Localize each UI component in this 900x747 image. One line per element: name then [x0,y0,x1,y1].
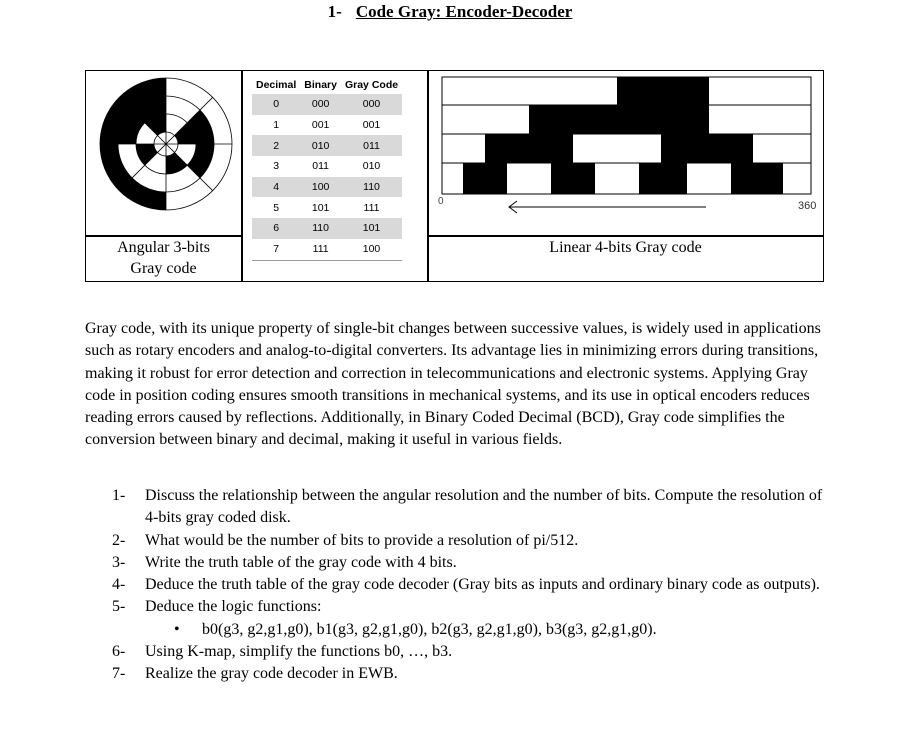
table-cell: 001 [362,119,381,132]
angular-caption-line2: Gray code [130,260,197,277]
table-cell: 011 [341,135,402,156]
intro-paragraph: Gray code, with its unique property of single-bit changes between successive values, is widely used in applications such as rotary encoders and analog-to-digital converters. Its advantage lies in minimizing errors during transitions, making it robust for error detection and correction in telecommunications and electronic systems. Applying Gray code in position coding ensures smooth transitions in mechanical systems, and its use in optical encoders reduces reading errors caused by reflections. Additionally, in Binary Coded Decimal (BCD), Gray code simplifies the conversion between binary and decimal, making it useful in various fields. [85,320,821,449]
table-cell: 111 [363,201,380,214]
table-row [252,156,402,177]
table-cell: 000 [341,94,402,115]
list-item [112,641,824,663]
table-cell: 111 [300,239,341,260]
item-number: 4- [112,576,126,594]
axis-start-label: 0 [438,196,444,207]
page-title [0,2,900,22]
title-number: 1- [327,2,342,21]
item-text: Using K-map, simplify the functions b0, …, b3. [145,643,453,661]
item-text: Deduce the logic functions: [145,598,322,616]
header-binary: Binary [304,78,337,91]
table-cell: 011 [312,160,329,173]
item-text: What would be the number of bits to provide a resolution of pi/512. [145,531,579,549]
list-item [112,574,824,596]
angular-gray-code-disk [96,74,236,214]
table-cell: 100 [341,239,402,260]
table-cell: 110 [300,218,341,239]
table-header-row [252,75,402,94]
linear-gray-code-strip [441,76,813,216]
item-number: 7- [112,665,126,683]
item-text: Deduce the truth table of the gray code decoder (Gray bits as inputs and ordinary binary code as outputs). [145,576,820,594]
table-cell: 6 [252,218,300,239]
bullet-item [112,619,824,641]
item-number: 3- [112,553,126,571]
table-row [252,197,402,218]
item-text: Write the truth table of the gray code with 4 bits. [145,553,457,571]
bullet-text: b0(g3, g2,g1,g0), b1(g3, g2,g1,g0), b2(g3, g2,g1,g0), b3(g3, g2,g1,g0). [202,620,657,638]
header-gray-code: Gray Code [344,78,399,91]
table-row [252,115,402,136]
question-list [112,485,824,686]
angular-caption-line1: Angular 3-bits [117,239,210,256]
table-cell: 101 [311,201,330,214]
table-cell: 3 [273,160,280,173]
table-cell: 110 [341,177,402,198]
table-row [252,239,402,260]
table-row [252,135,402,156]
linear-caption: Linear 4-bits Gray code [549,239,702,256]
table-row [252,94,402,115]
item-number: 1- [112,487,126,504]
table-row [252,177,402,198]
item-number: 2- [112,531,126,549]
list-item [112,530,824,552]
table-cell: 010 [300,135,341,156]
list-item [112,663,824,685]
angular-caption [86,237,241,279]
list-item [112,552,824,574]
table-cell: 1 [273,119,280,132]
axis-end-label: 360 [798,200,817,212]
table-cell: 001 [311,119,330,132]
item-text: Discuss the relationship between the angular resolution and the number of bits. Compute the resolution of 4-bits gray coded disk. [145,487,823,527]
bullet-icon: • [174,620,180,638]
table-cell: 2 [252,135,300,156]
table-cell: 101 [341,218,402,239]
item-number: 6- [112,643,126,661]
table-cell: 000 [300,94,341,115]
list-item [112,596,824,618]
list-item [112,485,824,530]
item-number: 5- [112,598,126,616]
table-cell: 5 [273,201,280,214]
table-cell: 010 [362,160,381,173]
table-cell: 100 [300,177,341,198]
title-text: Code Gray: Encoder-Decoder [355,2,573,21]
header-decimal: Decimal [256,78,297,91]
table-cell: 4 [252,177,300,198]
figure-divider-left [241,70,243,282]
table-row [252,218,402,239]
gray-code-table [252,75,402,261]
table-cell: 0 [252,94,300,115]
table-cell: 7 [252,239,300,260]
item-text: Realize the gray code decoder in EWB. [145,665,398,683]
